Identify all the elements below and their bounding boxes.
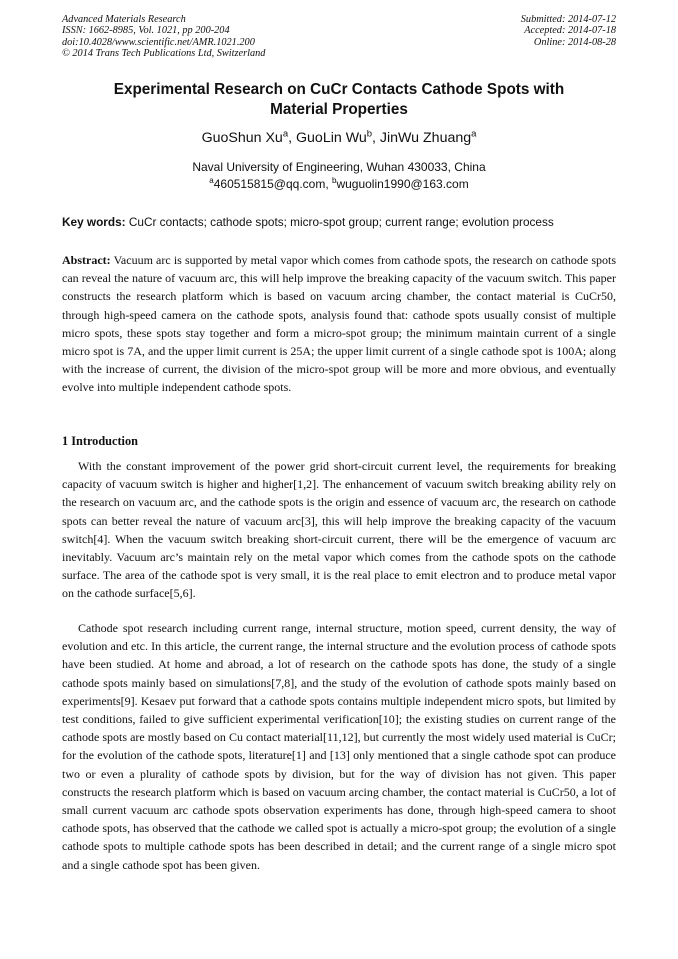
journal-issn: ISSN: 1662-8985, Vol. 1021, pp 200-204 — [62, 25, 230, 37]
body-paragraph — [62, 457, 616, 603]
journal-doi: doi:10.4028/www.scientific.net/AMR.1021.200 — [62, 36, 255, 48]
author-separator: , — [372, 130, 380, 146]
journal-name: Advanced Materials Research — [62, 14, 186, 25]
abstract — [62, 251, 616, 397]
date-accepted: Accepted: 2014-07-18 — [524, 25, 616, 37]
abstract-text: Vacuum arc is supported by metal vapor which comes from cathode spots, the research on cathode spots can reveal the nature of vacuum arc, this will help improve the breaking capacity of the vacuum switch. This paper constructs the research platform which is based on vacuum arcing chamber, the contact material is CuCr50, through high-speed camera on the cathode spots, analysis found that: cathode spots usually consist of multiple micro spots, these spots stay together and form a micro-spot group; the minimum maintain current of a single micro spot is 7A, and the upper limit current is 25A; the upper limit current of a single cathode spot is 100A; along with the increase of current, the division of the micro-spot group will be more and more obvious, and eventually evolve into multiple independent cathode spots. — [62, 253, 616, 395]
date-submitted: Submitted: 2014-07-12 — [520, 14, 616, 25]
email-mark-b: b — [331, 176, 337, 185]
author-list — [62, 129, 616, 147]
author-affil-mark: a — [282, 128, 289, 140]
paragraph-text: Cathode spot research including current range, internal structure, motion speed, current density, the way of evolution and etc. In this article, the current range, the internal structure and the evolution process of cathode spots have been studied. At home and abroad, a lot of research on the cathode spots has done, the study of a single cathode spots mainly based on simulations[7,8], and the study of the evolution of cathode spots mainly based on experiments[9]. Kesaev put forward that a cathode spots contains multiple independent micro spots, but limited by test conditions, failed to give sufficient experimental verification[10]; the existing studies on current range of the cathode spots are mostly based on Cu contact material[11,12], but currently the most widely used material is CuCr; for the evolution of the cathode spots, literature[1] and [13] only mentioned that a single cathode spot can produce two or even a plurality of cathode spots by division, but for the way of division has not given. This paper constructs the research platform which is based on vacuum arcing chamber, the contact material is CuCr50, a lot of small current vacuum arc cathode spots observation experiments has done, through high-speed camera to shoot cathode spots, has observed that the cathode we called spot is actually a micro-spot group; the evolution of a single cathode spots to multiple cathode spots has been described in detail; and the current range of a single micro spot and a single cathode spot has been given. — [62, 621, 616, 872]
author-name: GuoShun Xu — [201, 130, 283, 146]
keywords-text: CuCr contacts; cathode spots; micro-spot group; current range; evolution process — [125, 215, 554, 229]
header-right — [521, 14, 616, 48]
title-line-2: Material Properties — [270, 100, 408, 118]
date-online: Online: 2014-08-28 — [533, 36, 616, 48]
title-line-1: Experimental Research on CuCr Contacts Cathode Spots with — [113, 81, 565, 98]
paragraph-text: With the constant improvement of the power grid short-circuit current level, the requirements for breaking capacity of vacuum switch is higher and higher[1,2]. The enhancement of vacuum switch breaking ability rely on the research on vacuum arc, and the cathode spots is the origin and essence of vacuum arc, the research on cathode spots can better reveal the nature of vacuum arc[3], this will help improve the breaking capacity of the vacuum switch[4]. When the vacuum switch breaking short-circuit current, there will be the emergence of vacuum arc inevitably. Vacuum arc’s maintain rely on the metal vapor which comes from the cathode spots on the cathode surface. The area of the cathode spot is very small, it is the real place to emit electron and to produce metal vapor on the cathode surface[5,6]. — [62, 459, 616, 601]
author-emails — [62, 176, 616, 192]
author-affil-mark: b — [366, 128, 373, 140]
keywords — [62, 214, 616, 230]
email-b: wuguolin1990@163.com — [336, 177, 469, 191]
email-mark-a: a — [209, 176, 214, 185]
author-affil-mark: a — [471, 128, 477, 140]
header-left — [62, 14, 265, 60]
section-heading-introduction: 1 Introduction — [62, 434, 138, 448]
email-a: 460515815@qq.com, — [213, 177, 332, 191]
keywords-label: Key words: — [62, 215, 126, 229]
paper-title — [62, 80, 616, 119]
body-paragraph — [62, 619, 616, 874]
affiliation: Naval University of Engineering, Wuhan 430033, China — [192, 160, 486, 174]
author-separator: , — [288, 130, 296, 146]
journal-copyright: © 2014 Trans Tech Publications Ltd, Switzerland — [62, 48, 266, 60]
author-name: GuoLin Wu — [296, 130, 367, 146]
author-name: JinWu Zhuang — [379, 130, 472, 146]
abstract-label: Abstract: — [62, 253, 111, 267]
